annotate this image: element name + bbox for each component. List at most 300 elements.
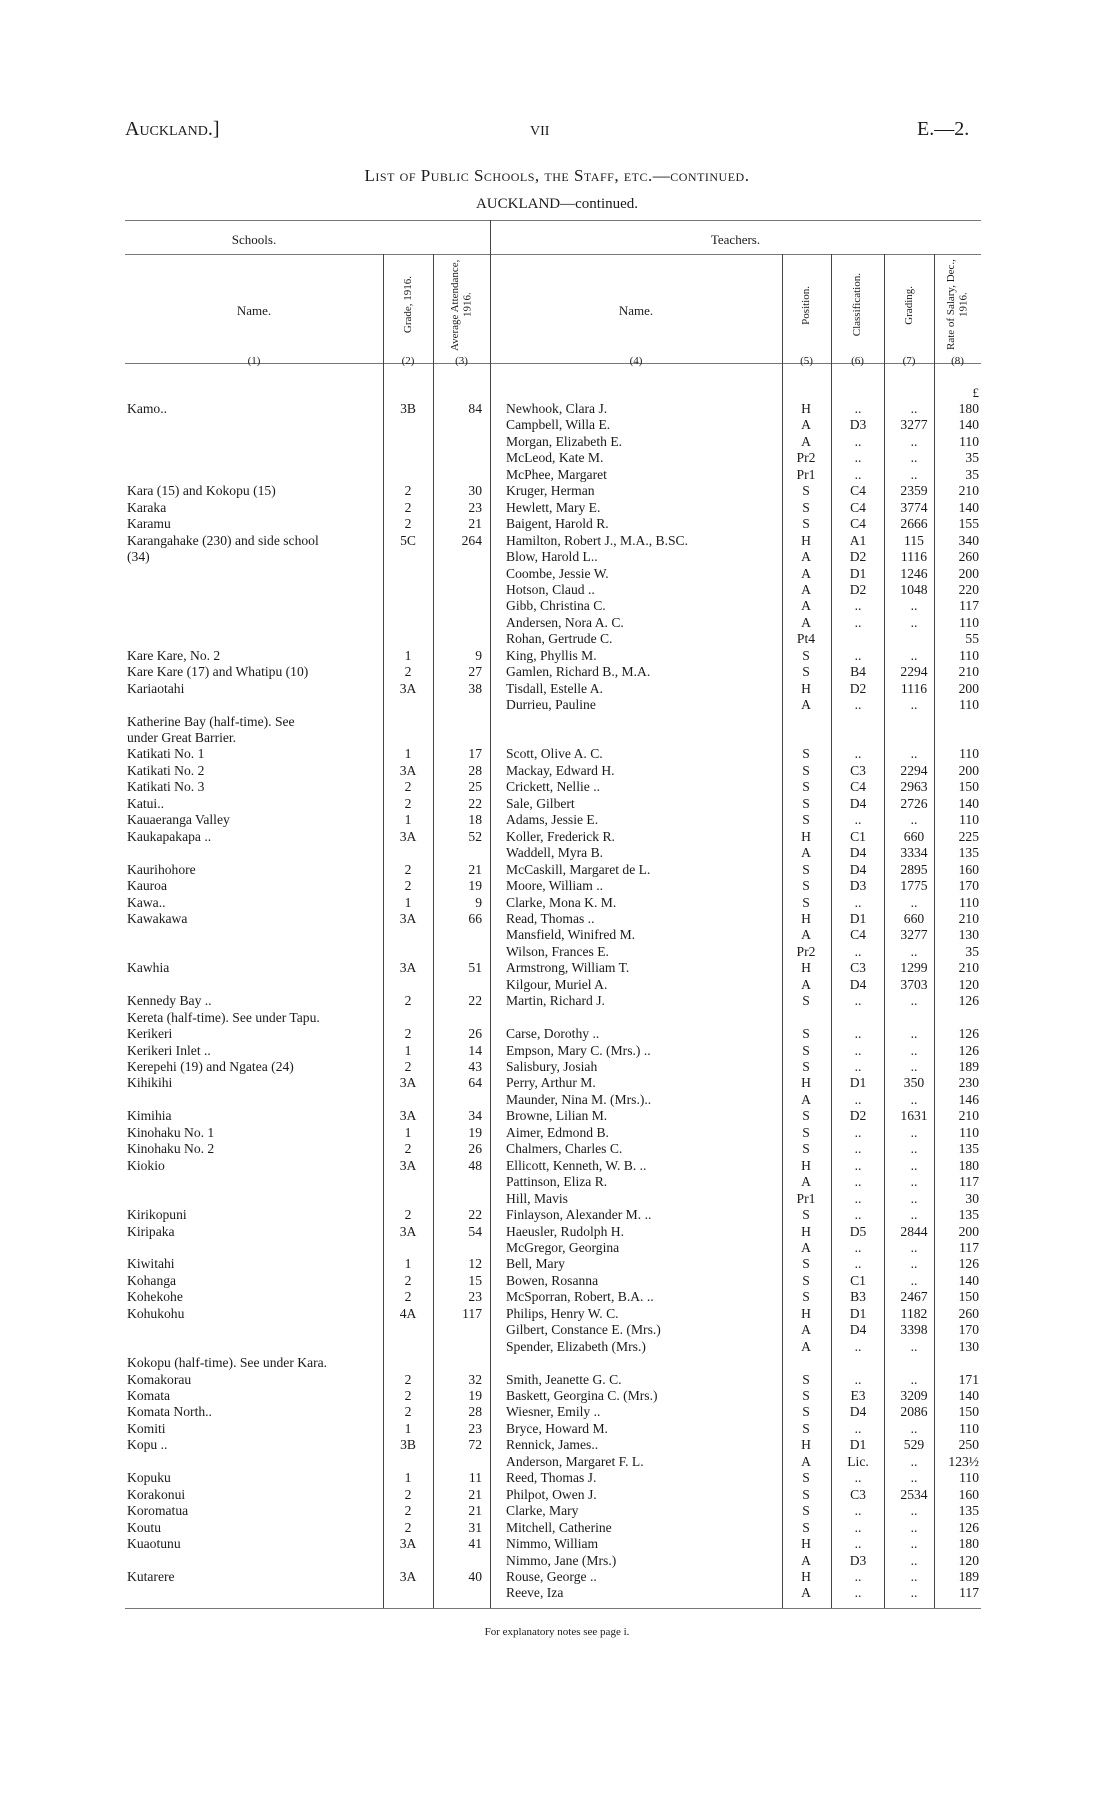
classification: B4 — [850, 664, 866, 680]
salary: 146 — [958, 1091, 979, 1107]
position: S — [802, 1371, 810, 1387]
table-row — [0, 1158, 1114, 1175]
rule-top — [125, 220, 981, 221]
position: S — [802, 762, 810, 778]
grade: 3A — [399, 960, 417, 976]
rule-bottom — [125, 1608, 981, 1609]
teacher-name: Rohan, Gertrude C. — [506, 631, 613, 647]
salary: 200 — [958, 680, 979, 696]
salary: 260 — [958, 549, 979, 565]
attendance: 34 — [468, 1108, 482, 1124]
salary: 180 — [958, 401, 979, 416]
position: H — [801, 1568, 811, 1584]
grade: 2 — [404, 664, 412, 680]
attendance: 48 — [468, 1157, 482, 1173]
table-title: List of Public Schools, the Staff, etc.—continued. — [364, 166, 750, 185]
position: S — [802, 1124, 810, 1140]
table-row — [0, 1010, 1114, 1027]
table-row — [0, 1043, 1114, 1060]
table-row — [0, 1520, 1114, 1537]
school-name: Kawa.. — [127, 894, 166, 910]
table-row — [0, 730, 1114, 747]
salary: 180 — [958, 1536, 979, 1552]
grading: 2086 — [900, 1404, 928, 1420]
grade: 3A — [399, 762, 417, 778]
grading: 1182 — [900, 1305, 928, 1321]
salary: 126 — [958, 1256, 979, 1272]
grade: 3A — [399, 1536, 417, 1552]
teacher-name: McCaskill, Margaret de L. — [506, 861, 651, 877]
classification: .. — [854, 812, 862, 828]
teacher-name: Mansfield, Winifred M. — [506, 927, 636, 943]
teacher-name: Scott, Olive A. C. — [506, 746, 603, 762]
grade: 2 — [404, 1141, 412, 1157]
teacher-name: Salisbury, Josiah — [506, 1059, 598, 1074]
school-name: Kerepehi (19) and Ngatea (24) — [127, 1059, 294, 1074]
attendance: 84 — [468, 401, 482, 416]
classification: .. — [854, 614, 862, 630]
position: A — [801, 598, 811, 614]
table-row — [0, 1108, 1114, 1125]
classification: C4 — [850, 779, 866, 795]
grade: 2 — [404, 1486, 412, 1502]
teacher-name: Carse, Dorothy .. — [506, 1026, 600, 1042]
teacher-name: Baskett, Georgina C. (Mrs.) — [506, 1388, 658, 1403]
table-row — [0, 500, 1114, 517]
salary: 110 — [959, 614, 979, 630]
position: S — [802, 1207, 810, 1223]
teacher-name: Ellicott, Kenneth, W. B. .. — [506, 1157, 647, 1173]
classification: C3 — [850, 1486, 866, 1502]
grade: 5C — [400, 532, 416, 548]
grading: .. — [910, 1272, 918, 1288]
salary: 126 — [958, 1026, 979, 1042]
salary: 210 — [958, 483, 979, 499]
position: S — [802, 861, 810, 877]
salary: 210 — [958, 1108, 979, 1124]
position: S — [802, 1404, 810, 1420]
salary: 126 — [958, 993, 979, 1009]
col-number: (3) — [455, 355, 468, 367]
position: S — [802, 499, 810, 515]
table-row — [0, 664, 1114, 681]
position: A — [801, 976, 811, 992]
table-row — [0, 1503, 1114, 1520]
table-row — [0, 434, 1114, 451]
salary: 170 — [958, 1322, 979, 1338]
position: Pr2 — [796, 943, 816, 959]
salary: 126 — [958, 1519, 979, 1535]
attendance: 21 — [468, 1503, 482, 1519]
grading: .. — [910, 1174, 918, 1190]
position: S — [802, 1486, 810, 1502]
grade: 3A — [399, 1223, 417, 1239]
attendance: 30 — [468, 483, 482, 499]
school-name: Kare Kare (17) and Whatipu (10) — [127, 664, 309, 680]
grading: .. — [910, 1519, 918, 1535]
grading: .. — [910, 993, 918, 1009]
salary: 35 — [965, 943, 979, 959]
teacher-name: Wilson, Frances E. — [506, 943, 609, 959]
teacher-name: Waddell, Myra B. — [506, 845, 604, 861]
salary: 340 — [958, 532, 979, 548]
salary: 170 — [958, 878, 979, 894]
grading: 2963 — [900, 779, 928, 795]
salary: 135 — [958, 845, 979, 861]
salary: 210 — [958, 960, 979, 976]
school-name: Komakorau — [127, 1371, 192, 1387]
attendance: 32 — [468, 1371, 482, 1387]
table-row — [0, 977, 1114, 994]
grade: 1 — [404, 1042, 412, 1058]
table-row — [0, 1273, 1114, 1290]
table-row — [0, 1322, 1114, 1339]
table-row — [0, 1075, 1114, 1092]
table-row — [0, 1256, 1114, 1273]
classification: .. — [854, 746, 862, 762]
teacher-name: Gibb, Christina C. — [506, 598, 606, 614]
teacher-name: King, Phyllis M. — [506, 647, 597, 663]
position: S — [802, 516, 810, 532]
col-number: (1) — [247, 355, 261, 367]
table-row — [0, 401, 1114, 418]
grade: 1 — [404, 1256, 412, 1272]
school-name: Kiripaka — [127, 1223, 175, 1239]
grading: 3277 — [900, 417, 928, 433]
table-row — [0, 549, 1114, 566]
table-row — [0, 812, 1114, 829]
school-name: Karangahake (230) and side school — [127, 532, 319, 548]
grading: 660 — [903, 828, 925, 844]
position: A — [801, 417, 811, 433]
table-row — [0, 1174, 1114, 1191]
grading: 1246 — [900, 565, 928, 581]
grade: 1 — [404, 647, 412, 663]
classification: C1 — [850, 828, 866, 844]
classification: D2 — [849, 549, 867, 565]
table-row — [0, 960, 1114, 977]
teacher-name: McLeod, Kate M. — [506, 450, 604, 466]
position: S — [802, 1059, 810, 1074]
position: S — [802, 1519, 810, 1535]
classification: Lic. — [847, 1453, 869, 1469]
table-row — [0, 1437, 1114, 1454]
classification: .. — [854, 1190, 862, 1206]
teacher-name: Adams, Jessie E. — [506, 812, 599, 828]
position: Pr1 — [796, 466, 816, 482]
classification: .. — [854, 1124, 862, 1140]
classification: .. — [854, 697, 862, 713]
classification: .. — [854, 1536, 862, 1552]
table-row — [0, 1487, 1114, 1504]
classification: .. — [854, 450, 862, 466]
school-name: Kare Kare, No. 2 — [127, 647, 221, 663]
grading: .. — [910, 1536, 918, 1552]
school-name: Kokopu (half-time). See under Kara. — [127, 1355, 328, 1371]
salary: 200 — [958, 1223, 979, 1239]
position: H — [801, 1536, 811, 1552]
position: S — [802, 812, 810, 828]
salary: 150 — [958, 1289, 979, 1305]
classification: .. — [854, 1256, 862, 1272]
position: S — [802, 1108, 810, 1124]
school-name: Katikati No. 2 — [127, 762, 205, 778]
grade: 2 — [404, 1519, 412, 1535]
grade: 2 — [404, 795, 412, 811]
school-name: Katikati No. 1 — [127, 746, 205, 762]
classification: C3 — [850, 762, 866, 778]
position: S — [802, 1289, 810, 1305]
classification: B3 — [850, 1289, 866, 1305]
group-teachers: Teachers. — [710, 232, 761, 247]
classification: D1 — [849, 1075, 867, 1091]
classification: C4 — [850, 499, 866, 515]
col-number: (4) — [629, 355, 643, 367]
teacher-name: Andersen, Nora A. C. — [506, 614, 624, 630]
position: H — [801, 1305, 811, 1321]
teacher-name: Read, Thomas .. — [506, 910, 595, 926]
position: S — [802, 1026, 810, 1042]
salary: 123½ — [948, 1453, 979, 1469]
classification: D4 — [849, 976, 867, 992]
salary: 55 — [965, 631, 979, 647]
classification: C4 — [850, 927, 866, 943]
attendance: 54 — [468, 1223, 482, 1239]
teacher-name: Browne, Lilian M. — [506, 1108, 608, 1124]
grade: 2 — [404, 1503, 412, 1519]
salary: 130 — [958, 927, 979, 943]
attendance: 22 — [468, 795, 482, 811]
grade: 3A — [399, 910, 417, 926]
col-number: (2) — [401, 355, 415, 367]
attendance: 40 — [468, 1568, 482, 1584]
position: A — [801, 1338, 811, 1354]
grading: .. — [910, 1026, 918, 1042]
teacher-name: Hill, Mavis — [506, 1190, 568, 1206]
salary: 200 — [958, 565, 979, 581]
table-row — [0, 582, 1114, 599]
salary: 117 — [959, 1585, 979, 1601]
classification: .. — [854, 1091, 862, 1107]
table-row — [0, 1536, 1114, 1553]
col-grading: Grading. — [902, 285, 915, 325]
grade: 1 — [404, 1470, 412, 1486]
grade: 3B — [400, 1437, 416, 1453]
teacher-name: Bryce, Howard M. — [506, 1420, 608, 1436]
salary: 140 — [958, 499, 979, 515]
classification: .. — [854, 647, 862, 663]
grading: 1299 — [900, 960, 928, 976]
classification: D2 — [849, 680, 867, 696]
school-name: Kauroa — [127, 878, 168, 894]
grade: 3A — [399, 1568, 417, 1584]
school-name: Kinohaku No. 2 — [127, 1141, 215, 1157]
salary: 117 — [959, 1174, 979, 1190]
teacher-name: Hamilton, Robert J., M.A., B.SC. — [506, 532, 689, 548]
salary: 140 — [958, 417, 979, 433]
teacher-name: Nimmo, Jane (Mrs.) — [506, 1552, 617, 1568]
table-row — [0, 796, 1114, 813]
grade: 1 — [404, 812, 412, 828]
table-row — [0, 1421, 1114, 1438]
school-name: Kuaotunu — [127, 1536, 181, 1552]
attendance: 21 — [468, 516, 482, 532]
teacher-name: McSporran, Robert, B.A. .. — [506, 1289, 654, 1305]
grade: 1 — [404, 894, 412, 910]
position: S — [802, 647, 810, 663]
grading: 2294 — [900, 664, 928, 680]
teacher-name: Empson, Mary C. (Mrs.) .. — [506, 1042, 651, 1058]
position: A — [801, 549, 811, 565]
attendance: 11 — [468, 1470, 482, 1486]
salary: 110 — [959, 647, 979, 663]
attendance: 27 — [468, 664, 482, 680]
school-name: Kohekohe — [127, 1289, 183, 1305]
teacher-name: Finlayson, Alexander M. .. — [506, 1207, 652, 1223]
attendance: 51 — [468, 960, 482, 976]
attendance: 12 — [468, 1256, 482, 1272]
running-head-left: Auckland.] — [125, 118, 220, 140]
attendance: 52 — [468, 828, 482, 844]
school-name: Koromatua — [127, 1503, 189, 1519]
attendance: 23 — [468, 1420, 482, 1436]
salary: 110 — [959, 894, 979, 910]
table-row — [0, 566, 1114, 583]
school-name: Kauaeranga Valley — [127, 812, 230, 828]
teacher-name: Coombe, Jessie W. — [506, 565, 609, 581]
table-row — [0, 1224, 1114, 1241]
position: S — [802, 1042, 810, 1058]
grade: 2 — [404, 1289, 412, 1305]
table-row — [0, 1404, 1114, 1421]
classification: A1 — [849, 532, 867, 548]
table-row — [0, 829, 1114, 846]
position: Pr2 — [796, 450, 816, 466]
classification: D2 — [849, 1108, 867, 1124]
classification: D4 — [849, 861, 867, 877]
table-row — [0, 467, 1114, 484]
position: A — [801, 927, 811, 943]
school-name: Kutarere — [127, 1568, 175, 1584]
classification: E3 — [850, 1388, 866, 1403]
salary: 110 — [959, 697, 979, 713]
teacher-name: McPhee, Margaret — [506, 466, 607, 482]
teacher-name: Koller, Frederick R. — [506, 828, 615, 844]
table-row — [0, 648, 1114, 665]
teacher-name: Tisdall, Estelle A. — [506, 680, 603, 696]
col-position: Position. — [800, 285, 813, 325]
position: A — [801, 845, 811, 861]
grading: .. — [910, 1585, 918, 1601]
position: S — [802, 483, 810, 499]
position: Pt4 — [796, 631, 816, 647]
grading: 1775 — [900, 878, 928, 894]
grading: 350 — [903, 1075, 925, 1091]
position: A — [801, 1322, 811, 1338]
grade: 2 — [404, 1404, 412, 1420]
position: S — [802, 664, 810, 680]
teacher-name: Philpot, Owen J. — [506, 1486, 597, 1502]
col-classification: Classification. — [851, 273, 864, 337]
grading: .. — [910, 1091, 918, 1107]
salary: 135 — [958, 1141, 979, 1157]
table-row — [0, 911, 1114, 928]
position: A — [801, 565, 811, 581]
school-name: Kinohaku No. 1 — [127, 1124, 215, 1140]
attendance: 28 — [468, 1404, 482, 1420]
grading: .. — [910, 1453, 918, 1469]
school-name: Kohanga — [127, 1272, 177, 1288]
teacher-name: Anderson, Margaret F. L. — [506, 1453, 644, 1469]
grading: .. — [910, 614, 918, 630]
salary: 189 — [958, 1059, 979, 1074]
attendance: 18 — [468, 812, 482, 828]
teacher-name: Rennick, James.. — [506, 1437, 599, 1453]
classification: D2 — [849, 581, 867, 597]
grading: .. — [910, 697, 918, 713]
grade: 3B — [400, 401, 416, 416]
grading: .. — [910, 1371, 918, 1387]
position: H — [801, 401, 811, 416]
classification: .. — [854, 1371, 862, 1387]
col-grade: Grade, 1916. — [401, 276, 414, 334]
table-row — [0, 483, 1114, 500]
classification: .. — [854, 598, 862, 614]
classification: D4 — [849, 1322, 867, 1338]
grading: .. — [910, 746, 918, 762]
table-row — [0, 417, 1114, 434]
grading: 1048 — [900, 581, 928, 597]
table-row — [0, 516, 1114, 533]
grading: 2895 — [900, 861, 928, 877]
position: H — [801, 910, 811, 926]
salary: 117 — [959, 1239, 979, 1255]
classification: .. — [854, 894, 862, 910]
position: H — [801, 1075, 811, 1091]
grading: .. — [910, 1239, 918, 1255]
position: S — [802, 878, 810, 894]
teacher-name: Bowen, Rosanna — [506, 1272, 599, 1288]
position: H — [801, 680, 811, 696]
teacher-name: Kruger, Herman — [506, 483, 595, 499]
teacher-name: Philips, Henry W. C. — [506, 1305, 619, 1321]
grading: .. — [910, 1042, 918, 1058]
position: H — [801, 1437, 811, 1453]
grade: 2 — [404, 1207, 412, 1223]
school-name: Kaukapakapa .. — [127, 828, 212, 844]
attendance: 21 — [468, 1486, 482, 1502]
table-row — [0, 714, 1114, 731]
grading: .. — [910, 647, 918, 663]
grade: 2 — [404, 861, 412, 877]
classification: D4 — [849, 1404, 867, 1420]
grade: 2 — [404, 499, 412, 515]
grade: 3A — [399, 680, 417, 696]
school-name: Kennedy Bay .. — [127, 993, 212, 1009]
salary: 126 — [958, 1042, 979, 1058]
salary: 117 — [959, 598, 979, 614]
attendance: 19 — [468, 1388, 482, 1403]
salary: 120 — [958, 976, 979, 992]
grade: 3A — [399, 1108, 417, 1124]
grading: .. — [910, 1207, 918, 1223]
attendance: 264 — [461, 532, 482, 548]
classification: .. — [854, 1239, 862, 1255]
teacher-name: Bell, Mary — [506, 1256, 565, 1272]
classification: .. — [854, 1568, 862, 1584]
school-name: Kerikeri Inlet .. — [127, 1042, 211, 1058]
position: A — [801, 697, 811, 713]
